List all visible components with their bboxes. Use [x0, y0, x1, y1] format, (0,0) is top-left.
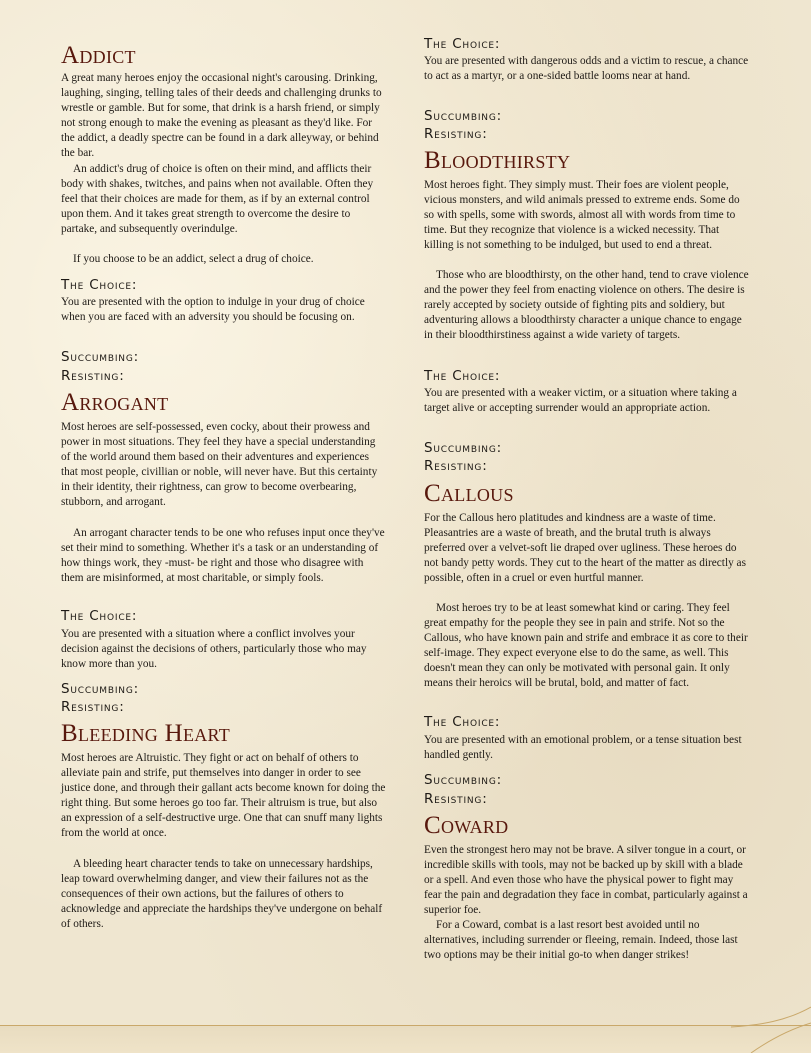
- bloodthirsty-paragraph-2: Those who are bloodthirsty, on the other hand, tend to crave violence and the power they feel from enacting violence on others. The desire is rarely accepted by society outside of fighting pits and soldiery, but adventuring allows a bloodthirsty character a unique chance to engage in their bloodthirstiness against a wide variety of targets.: [424, 269, 749, 342]
- callous-resisting-heading: Resisting:: [424, 791, 488, 807]
- section-title-bloodthirsty: Bloodthirsty: [424, 147, 571, 174]
- bloodthirsty-paragraph-1: Most heroes fight. They simply must. Their foes are violent people, vicious monsters, and wild animals pressed to extreme ends. Some do so with spells, some with swords, almost all with words from time to time. But they recognize that violence is a wicked necessity. That killing is not something to be indulged, but used to end a threat.: [424, 179, 740, 252]
- callous-succumbing-heading: Succumbing:: [424, 772, 502, 788]
- bleeding-heart-paragraph-1: Most heroes are Altruistic. They fight or act on behalf of others to alleviate pain and strife, put themselves into danger in order to see justice done, and through their gallant acts become known for doing the right thing. But some heroes go too far. Their altruism is true, but also an expression of a self-destructive urge. One that can snuff many lights from the world at once.: [61, 752, 386, 840]
- bleeding-heart-choice-text: You are presented with dangerous odds and a victim to rescue, a chance to act as a martyr, or a one-sided battle looms near at hand.: [424, 55, 749, 83]
- arrogant-succumbing-heading: Succumbing:: [61, 681, 139, 697]
- section-title-bleeding-heart: Bleeding Heart: [61, 720, 231, 747]
- coward-paragraph-1: Even the strongest hero may not be brave. A silver tongue in a court, or incredible skills with tools, may not be backed up by skill with a blade or a spell. And even those who have the physical power to fight may fear the pain and degradation they face in combat, particularly against a superior foe.: [424, 844, 748, 917]
- addict-paragraph-3: If you choose to be an addict, select a drug of choice.: [73, 253, 314, 265]
- bleeding-heart-succumbing-heading: Succumbing:: [424, 108, 502, 124]
- arrogant-choice-text: You are presented with a situation where a conflict involves your decision against the decisions of others, particularly those who may know more than you.: [61, 628, 367, 671]
- bleeding-heart-choice-heading: The Choice:: [424, 36, 501, 52]
- addict-choice-heading: The Choice:: [61, 277, 138, 293]
- addict-paragraph-1: A great many heroes enjoy the occasional night's carousing. Drinking, laughing, singing, telling tales of their deeds and challenging drunks to wrestle or gamble. But for some, that drink is a harsh friend, or simply not strong enough to make the evening as pleasant as they'd like. For the addict, a deadly spectre can be found in a dark alleyway, or behind the bar.: [61, 72, 382, 160]
- coward-paragraph-2: For a Coward, combat is a last resort best avoided until no alternatives, including surrender or fleeing, remain. Indeed, those last two options may be their initial go-to when danger strikes!: [424, 919, 738, 962]
- bloodthirsty-resisting-heading: Resisting:: [424, 458, 488, 474]
- callous-choice-heading: The Choice:: [424, 714, 501, 730]
- bloodthirsty-choice-text: You are presented with a weaker victim, or a situation where taking a target alive or accepting surrender would an appropriate action.: [424, 387, 737, 415]
- addict-resisting-heading: Resisting:: [61, 368, 125, 384]
- callous-choice-text: You are presented with an emotional problem, or a tense situation best handled gently.: [424, 734, 742, 762]
- bloodthirsty-choice-heading: The Choice:: [424, 368, 501, 384]
- arrogant-choice-heading: The Choice:: [61, 608, 138, 624]
- callous-paragraph-2: Most heroes try to be at least somewhat kind or caring. They feel great empathy for the people they see in pain and strife. Not so the Callous, who have known pain and strife and embrace it as core to their self-image. They expect everyone else to do the same, as well. This doesn't mean they can only be motivated with personal gain. It only means their heroics will be brutal, bold, and matter of fact.: [424, 602, 748, 690]
- section-title-callous: Callous: [424, 480, 514, 507]
- bloodthirsty-succumbing-heading: Succumbing:: [424, 440, 502, 456]
- page-footer-line: [0, 1025, 811, 1026]
- addict-choice-text: You are presented with the option to indulge in your drug of choice when you are faced with an adversity you should be focusing on.: [61, 296, 365, 324]
- bleeding-heart-paragraph-2: A bleeding heart character tends to take on unnecessary hardships, leap toward overwhelming danger, and view their failures not as the consequences of their own actions, but the failures of others to acknowledge and appreciate the hardships they've undergone on behalf of others.: [61, 858, 383, 931]
- section-title-arrogant: Arrogant: [61, 389, 169, 416]
- arrogant-paragraph-1: Most heroes are self-possessed, even cocky, about their prowess and power in most situations. They feel they have a special understanding of the world around them based on their adventures and experiences that most people, civillian or noble, will never have. But this certainty in their identity, their rightness, can grow to become overbearing, stubborn, and arrogant.: [61, 421, 378, 509]
- footer-ornament-icon: [731, 1003, 811, 1053]
- section-title-addict: Addict: [61, 42, 136, 69]
- page-footer-band: [0, 1026, 811, 1053]
- callous-paragraph-1: For the Callous hero platitudes and kindness are a waste of time. Pleasantries are a waste of breath, and the brutal truth is always preferred over a velvet-soft lie draped over ugliness. These heroes do not bandy petty words. They cut to the heart of the matter as directly as possible, often in a cruel or even hurtful manner.: [424, 512, 746, 585]
- bleeding-heart-resisting-heading: Resisting:: [424, 126, 488, 142]
- arrogant-resisting-heading: Resisting:: [61, 699, 125, 715]
- addict-paragraph-2: An addict's drug of choice is often on their mind, and afflicts their body with shakes, twitches, and pains when not available. Often they feel that their choices are made for them, as if by an external control upon them. And it takes great strength to overcome the desire to partake, and subsequently overindulge.: [61, 163, 374, 236]
- addict-succumbing-heading: Succumbing:: [61, 349, 139, 365]
- section-title-coward: Coward: [424, 812, 509, 839]
- arrogant-paragraph-2: An arrogant character tends to be one who refuses input once they've set their mind to something. Whether it's a task or an understanding of how things work, they -must- be right and those who disagree with them are misinformed, at most charitable, or simply fools.: [61, 527, 385, 585]
